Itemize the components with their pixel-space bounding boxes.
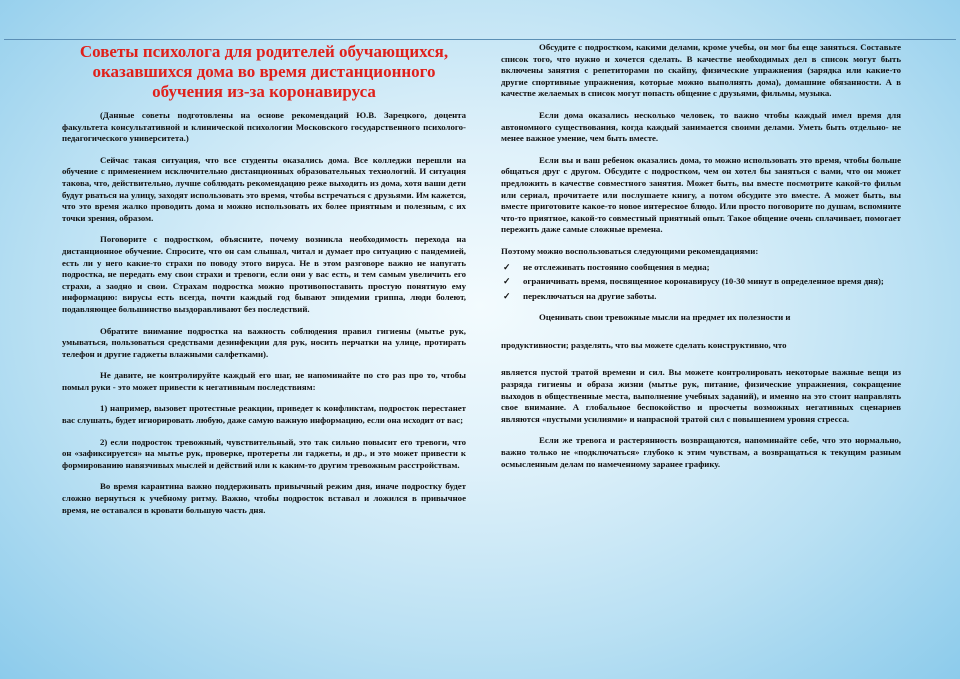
list-item-text: ограничивать время, посвященное коронавирусу (10-30 минут в определенное время дня); bbox=[523, 276, 884, 287]
left-paragraph-2: Поговорите с подростком, объясните, почему возникла необходимость перехода на дистанционное обучение. Спросите, что он сам слышал, читал и думает про ситуацию с пандемией, есть ли у него какие-то страхи по поводу этого вируса. Не в этом разговоре важно не напугать подростка, не передать ему свои страхи и тревоги, если они у вас есть, и тем самым увеличить его страхи, а заодно и свои. Страхам подростка можно противопоставить простую понятную ему информацию: вирусы есть всегда, почти каждый год бывают эпидемии гриппа, люди болеют, подавляющее большинство выздоравливают без последствий. bbox=[62, 234, 466, 314]
left-paragraph-6: 2) если подросток тревожный, чувствительный, это так сильно повысит его тревоги, что он «зафиксируется» на мытье рук, проверке, протереты ли гаджеты, и др., и это может привести к формированию навязчивых мыслей и действий или к каким-то другим тревожным расстройствам. bbox=[62, 436, 466, 470]
check-icon: ✓ bbox=[503, 261, 511, 272]
recommendation-list bbox=[501, 262, 901, 303]
page-frame bbox=[4, 39, 956, 677]
left-paragraph-1: Сейчас такая ситуация, что все студенты оказались дома. Все колледжи перешли на обучение с применением исключительно дистанционных образовательных технологий. И ситуация такова, что, действительно, лучше соблюдать рекомендацию реже выходить из дома, хотя ваши дети будут рваться на улицу, заходят использовать это время, чтобы встречаться с друзьями. Им кажется, что это время жалко проводить дома и можно использовать их более приятным и полезным, с их точки зрения, образом. bbox=[62, 154, 466, 223]
right-paragraph-3: Если вы и ваш ребенок оказались дома, то можно использовать это время, чтобы больше общаться друг с другом. Обсудите с подростком, чем он хотел бы заняться с вами, что он может предложить в качестве совместного занятия. Может быть, вы вместе посмотрите какой-то фильм или сериал, прочитаете или послушаете книгу, а потом обсудите это вместе. А может быть, вы вместе приготовите какое-то новое интересное блюдо. Или просто поговорите по душам, вспомните что-то приятное, какой-то совместный приятный опыт. Такое общение очень сплачивает, помогает пережить даже самые сложные времена. bbox=[501, 154, 901, 235]
right-paragraph-8: Если же тревога и растерянность возвращаются, напоминайте себе, что это нормально, важно только не «подключаться» глубоко к этим чувствам, а возвращаться к текущим разным осмысленным делам по намеченному заранее графику. bbox=[501, 435, 901, 469]
left-paragraph-7: Во время карантина важно поддерживать привычный режим дня, иначе подростку будет сложно вернуться к учебному ритму. Важно, чтобы подросток вставал и ложился в привычное время, не оставался в кровати большую часть дня. bbox=[62, 481, 466, 515]
list-item bbox=[501, 262, 901, 274]
check-icon: ✓ bbox=[503, 276, 511, 287]
check-icon: ✓ bbox=[503, 290, 511, 301]
right-paragraph-4: Поэтому можно воспользоваться следующими рекомендациями: bbox=[501, 245, 759, 256]
right-paragraph-1: Обсудите с подростком, какими делами, кроме учебы, он мог бы еще заняться. Составьте список того, что нужно и хочется сделать. В качестве необходимых дел в список могут быть включены занятия с репетиторами по скайпу, физические упражнения (зарядка или какие-то другие спортивные упражнения, которые можно выполнять дома), домашние обязанности. А в качестве желаемых в список могут попасть общение с друзьями, фильмы, музыка. bbox=[501, 42, 901, 99]
page-title: Советы психолога для родителей обучающихся, оказавшихся дома во время дистанционного обучения из-за коронавируса bbox=[79, 42, 449, 101]
right-paragraph-7: является пустой тратой времени и сил. Вы можете контролировать некоторые важные вещи из разряда гигиены и образа жизни (мытье рук, питание, физические упражнения, сокращение выходов в общественные места, выполнение учебных заданий), и именно на это стоит направлять свое внимание. А глобальное беспокойство и просчеты возможных негативных сценариев являются «пустыми усилиями» и напрасной тратой сил с повышением уровня стресса. bbox=[501, 367, 901, 424]
list-item bbox=[501, 276, 901, 288]
intro-note: (Данные советы подготовлены на основе рекомендаций Ю.В. Зарецкого, доцента факультета консультативной и клинической психологии Московского государственного психолого-педагогического университета.) bbox=[62, 110, 466, 144]
left-column bbox=[62, 40, 466, 516]
right-paragraph-6: продуктивности; разделять, что вы можете сделать конструктивно, что bbox=[501, 339, 787, 350]
list-item bbox=[501, 291, 901, 303]
list-item-text: переключаться на другие заботы. bbox=[523, 290, 657, 301]
left-paragraph-5: 1) например, вызовет протестные реакции, приведет к конфликтам, подросток перестанет вас слушать, будет игнорировать любую, даже самую важную информацию, если она исходит от вас; bbox=[62, 403, 466, 426]
left-paragraph-4: Не давите, не контролируйте каждый его шаг, не напоминайте по сто раз про то, чтобы помыл руки - это может привести к негативным последствиям: bbox=[62, 370, 466, 392]
right-paragraph-5: Оценивать свои тревожные мысли на предмет их полезности и bbox=[539, 312, 791, 323]
right-column bbox=[501, 42, 901, 470]
list-item-text: не отслеживать постоянно сообщения в медиа; bbox=[523, 261, 710, 272]
left-paragraph-3: Обратите внимание подростка на важность соблюдения правил гигиены (мытье рук, умываться, пользоваться средствами дезинфекции для рук, носить перчатки на улице, протирать телефон и другие гаджеты влажными салфетками). bbox=[62, 325, 466, 359]
right-paragraph-2: Если дома оказались несколько человек, то важно чтобы каждый имел время для автономного существования, когда каждый занимается своими делами. Уметь быть отдельно- не менее важное умение, чем быть вместе. bbox=[501, 109, 901, 144]
